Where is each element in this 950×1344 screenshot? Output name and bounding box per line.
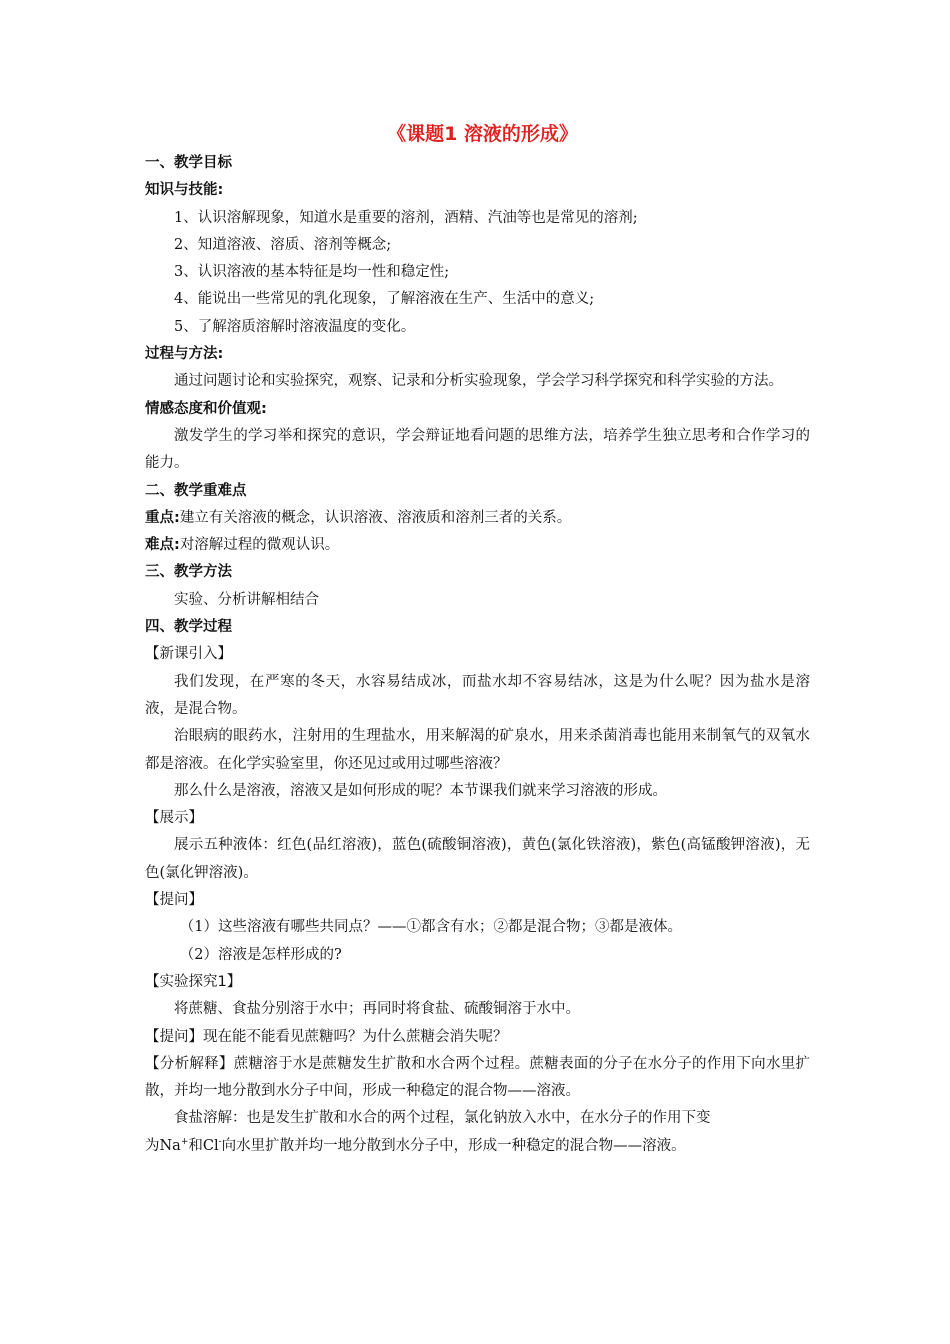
salt-text-b: 和Cl bbox=[188, 1137, 219, 1154]
list-item: 4、能说出一些常见的乳化现象，了解溶液在生产、生活中的意义; bbox=[174, 291, 595, 308]
paragraph-salt-2 bbox=[145, 1133, 810, 1160]
list-item: 1、认识溶解现象，知道水是重要的溶剂，酒精、汽油等也是常见的溶剂; bbox=[174, 209, 638, 226]
salt-text-c: 向水里扩散并均一地分散到水分子中，形成一种稳定的混合物——溶液。 bbox=[221, 1137, 686, 1154]
label-ask-2: 【提问】 bbox=[145, 1028, 203, 1045]
label-analysis: 【分析解释】 bbox=[145, 1055, 234, 1072]
paragraph-show: 展示五种液体：红色(品红溶液)，蓝色(硫酸铜溶液)，黄色(氯化铁溶液)，紫色(高锰酸钾溶液)，无色(氯化钾溶液)。 bbox=[145, 837, 810, 881]
analysis-paragraph bbox=[145, 1051, 810, 1106]
key-point-line bbox=[145, 505, 810, 532]
key-point-text: 建立有关溶液的概念，认识溶液、溶液质和溶剂三者的关系。 bbox=[179, 509, 572, 526]
salt-text-a: 为Na bbox=[145, 1137, 181, 1154]
label-intro: 【新课引入】 bbox=[145, 646, 232, 663]
section-heading-goals: 一、教学目标 bbox=[145, 155, 232, 171]
list-item: 2、知道溶液、溶质、溶剂等概念; bbox=[174, 236, 392, 253]
ask-line bbox=[145, 1024, 810, 1051]
paragraph-intro-1: 我们发现，在严寒的冬天，水容易结成冰，而盐水却不容易结冰，这是为什么呢？因为盐水是溶液，是混合物。 bbox=[145, 673, 810, 717]
section-heading-methods: 三、教学方法 bbox=[145, 564, 232, 581]
document-title: 《课题1 溶液的形成》 bbox=[387, 123, 578, 145]
paragraph-salt-1: 食盐溶解：也是发生扩散和水合的两个过程，氯化钠放入水中，在水分子的作用下变 bbox=[174, 1110, 711, 1127]
sodium-charge: + bbox=[180, 1136, 189, 1147]
list-item: 3、认识溶液的基本特征是均一性和稳定性; bbox=[174, 264, 450, 281]
section-heading-process: 四、教学过程 bbox=[145, 619, 232, 636]
subheading-knowledge: 知识与技能: bbox=[145, 182, 224, 199]
difficulty-text: 对溶解过程的微观认识。 bbox=[179, 537, 340, 554]
analysis-text: 蔗糖溶于水是蔗糖发生扩散和水合两个过程。蔗糖表面的分子在水分子的作用下向水里扩散，并均一地分散到水分子中间，形成一种稳定的混合物——溶液。 bbox=[145, 1055, 811, 1100]
difficulty-label: 难点: bbox=[145, 537, 180, 554]
subheading-process: 过程与方法: bbox=[145, 346, 224, 363]
question-1: （1）这些溶液有哪些共同点？——①都含有水；②都是混合物；③都是液体。 bbox=[179, 919, 683, 936]
paragraph-process: 通过问题讨论和实验探究，观察、记录和分析实验现象，学会学习科学探究和科学实验的方法。 bbox=[174, 373, 783, 390]
subheading-emotion: 情感态度和价值观: bbox=[145, 400, 267, 417]
section-heading-key-points: 二、教学重难点 bbox=[145, 482, 247, 499]
difficulty-line bbox=[145, 532, 810, 559]
key-point-label: 重点: bbox=[145, 509, 180, 526]
document-page bbox=[145, 118, 810, 1160]
chloride-charge: - bbox=[218, 1136, 222, 1147]
paragraph-intro-2: 治眼病的眼药水，注射用的生理盐水，用来解渴的矿泉水，用来杀菌消毒也能用来制氧气的双氧水都是溶液。在化学实验室里，你还见过或用过哪些溶液？ bbox=[145, 728, 810, 772]
paragraph-emotion: 激发学生的学习举和探究的意识，学会辩证地看问题的思维方法，培养学生独立思考和合作学习的能力。 bbox=[145, 427, 810, 472]
label-ask: 【提问】 bbox=[145, 892, 203, 909]
question-2: （2）溶液是怎样形成的? bbox=[179, 946, 342, 963]
ask-2-text: 现在能不能看见蔗糖吗？为什么蔗糖会消失呢？ bbox=[203, 1028, 508, 1045]
paragraph-experiment: 将蔗糖、食盐分别溶于水中；再同时将食盐、硫酸铜溶于水中。 bbox=[174, 1001, 580, 1018]
label-show: 【展示】 bbox=[145, 810, 203, 827]
paragraph-intro-3: 那么什么是溶液，溶液又是如何形成的呢？本节课我们就来学习溶液的形成。 bbox=[174, 782, 667, 799]
paragraph-methods: 实验、分析讲解相结合 bbox=[174, 591, 319, 608]
label-experiment: 【实验探究1】 bbox=[145, 973, 242, 990]
list-item: 5、了解溶质溶解时溶液温度的变化。 bbox=[174, 318, 416, 335]
